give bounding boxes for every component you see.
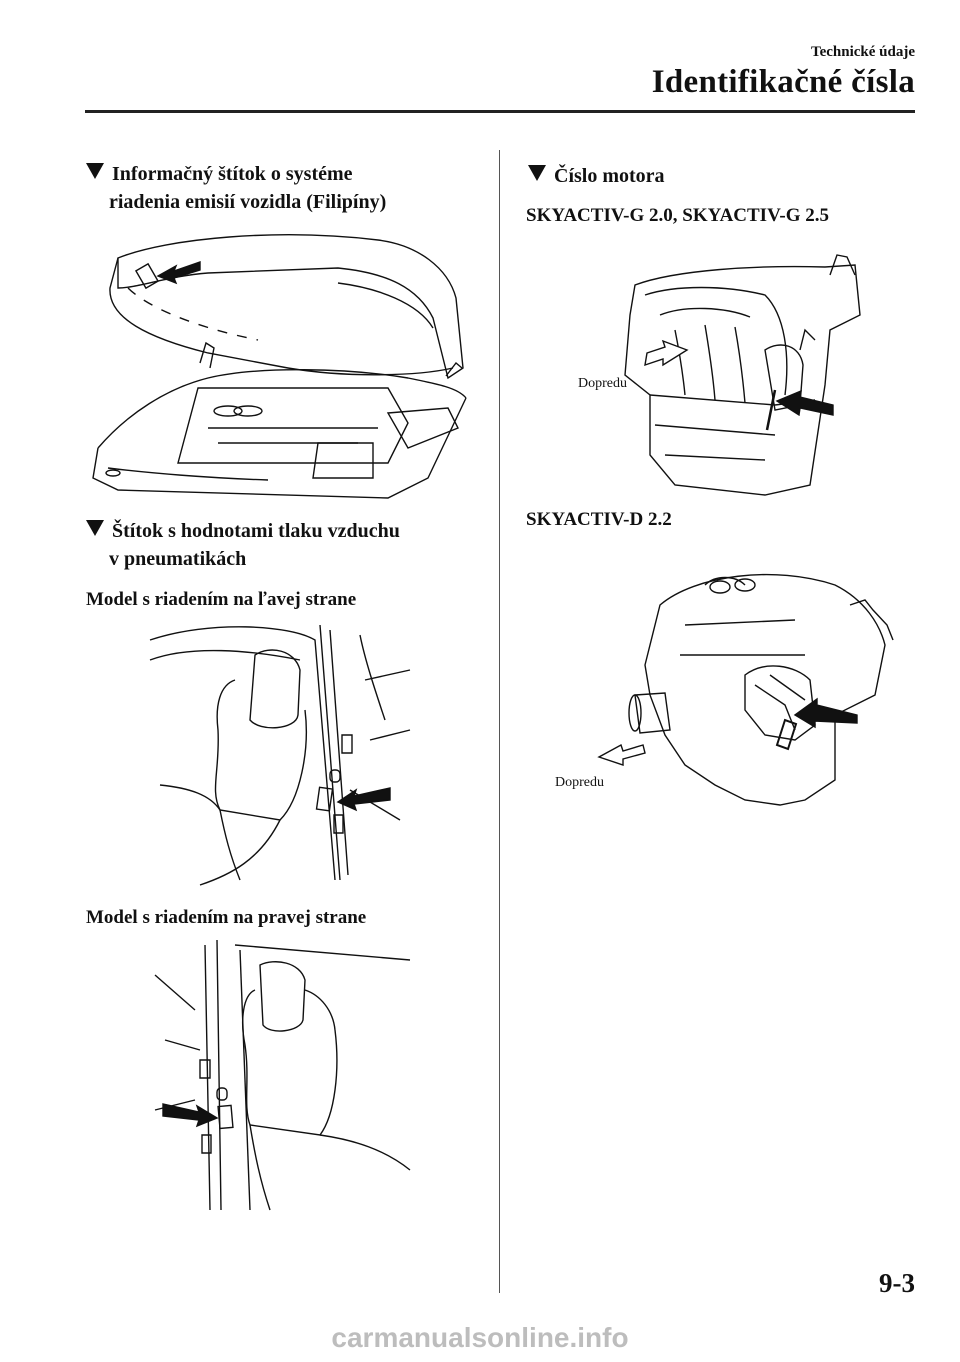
skyactiv-d-engine-illustration [595,565,895,810]
page-number: 9-3 [879,1268,915,1298]
lhd-door-pillar-illustration [150,620,410,890]
page-title: Identifikačné čísla [651,64,915,100]
section-heading-emission-label [86,160,386,216]
d-forward-direction-label: Dopredu [555,775,604,790]
heading-line-1: Informačný štítok o systéme [112,163,353,185]
rhd-model-label: Model s riadením na pravej strane [86,907,367,928]
heading-text: Číslo motora [554,165,665,187]
heading-triangle-icon [528,165,546,181]
g-forward-direction-label: Dopredu [578,376,627,391]
engine-bay-hood-illustration [88,228,468,503]
section-heading-tire-pressure [86,517,400,573]
rhd-door-pillar-illustration [155,940,415,1220]
lhd-model-label: Model s riadením na ľavej strane [86,589,357,610]
skyactiv-d-label: SKYACTIV-D 2.2 [526,509,672,530]
heading-triangle-icon [86,163,104,179]
section-name: Technické údaje [810,44,915,60]
skyactiv-g-engine-illustration [615,255,865,500]
section-heading-engine-number [528,162,665,190]
heading-triangle-icon [86,520,104,536]
heading-line-1: Štítok s hodnotami tlaku vzduchu [112,520,400,542]
skyactiv-g-label: SKYACTIV-G 2.0, SKYACTIV-G 2.5 [526,205,829,226]
header-rule [85,110,915,113]
watermark: carmanualsonline.info [331,1322,629,1353]
heading-line-2: riadenia emisií vozidla (Filipíny) [109,191,387,213]
heading-line-2: v pneumatikách [109,548,247,570]
column-divider [499,150,500,1293]
